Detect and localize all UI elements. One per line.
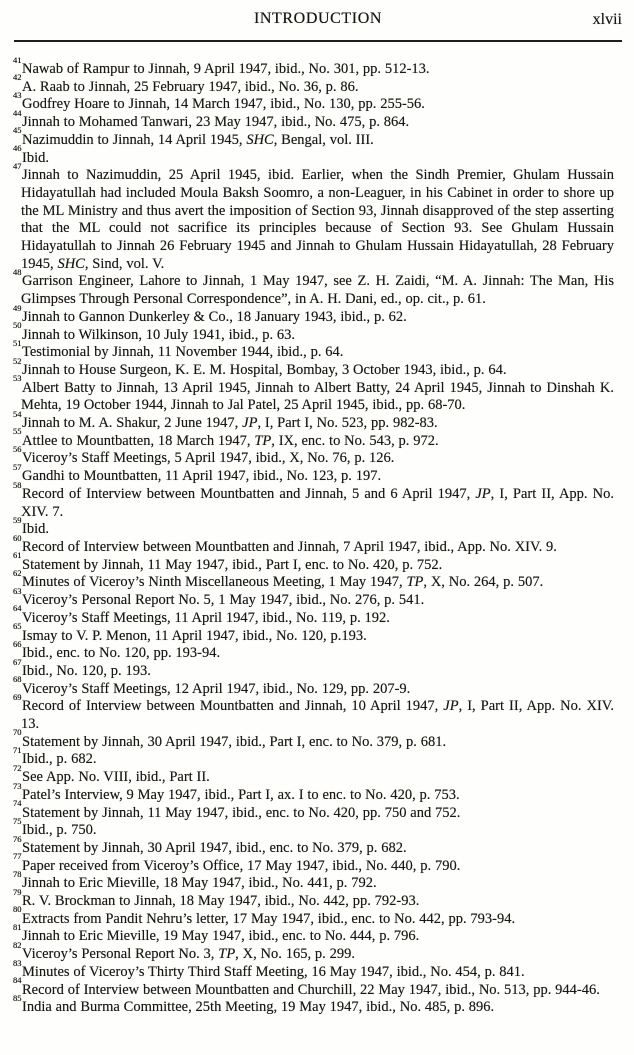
footnote-text: Patel’s Interview, 9 May 1947, ibid., Part I, ax. I to enc. to No. 420, p. 753. (22, 786, 460, 803)
footnote-text: , Bengal, vol. III. (273, 131, 374, 148)
footnote-number: 57 (13, 461, 22, 472)
page-number: xlvii (592, 11, 622, 28)
footnote-text: , Sind, vol. V. (84, 255, 165, 272)
footnote (13, 550, 614, 575)
footnote-text: Jinnah to Nazimuddin, 25 April 1945, ibid. Earlier, when the Sindh Premier, Ghulam Hussain Hidayatullah had included Moula Baksh Soomro, a non-Leaguer, in his Cabinet in order to shore up the ML Ministry and thus avert the imposition of Section 93, Jinnah disapproved of the step asserting that the ML could not sacrifice its principles because of Section 93. See Ghulam Hussain Hidayatullah to Jinnah 26 February 1945 and Jinnah to Ghulam Hussain Hidayatullah, 28 February 1945, (21, 167, 614, 272)
footnote-text: A. Raab to Jinnah, 25 February 1947, ibid., No. 36, p. 86. (22, 78, 359, 95)
footnote (13, 426, 614, 451)
footnote-number: 81 (13, 922, 22, 933)
footnote-text-italic: JP (475, 485, 491, 502)
footnote-text: India and Burma Committee, 25th Meeting, 19 May 1947, ibid., No. 485, p. 896. (22, 999, 495, 1016)
footnote-number: 66 (13, 638, 22, 649)
footnote-text: Jinnah to Eric Mieville, 18 May 1947, ibid., No. 441, p. 792. (22, 875, 377, 892)
footnote-number: 65 (13, 621, 22, 632)
footnote-text: Ibid., p. 682. (22, 751, 97, 768)
footnote-text: Godfrey Hoare to Jinnah, 14 March 1947, ibid., No. 130, pp. 255-56. (22, 96, 425, 113)
footnote-text: Viceroy’s Personal Report No. 3, (22, 946, 219, 963)
footnote (13, 444, 614, 468)
footnote-number: 53 (13, 373, 22, 384)
footnote-text: , X, No. 264, p. 507. (423, 574, 544, 591)
footnote-number: 77 (13, 851, 22, 862)
footnote (13, 851, 614, 876)
footnote-number: 52 (13, 355, 22, 366)
footnotes-list (13, 54, 614, 1017)
footnote-number: 51 (13, 337, 22, 348)
footnote (13, 922, 614, 946)
footnote-text: Gandhi to Mountbatten, 11 April 1947, ibid., No. 123, p. 197. (22, 468, 382, 485)
footnote-number: 80 (13, 904, 22, 915)
footnote-text: Ibid. (22, 521, 49, 538)
footnote-number: 42 (13, 72, 22, 83)
footnote-text: Statement by Jinnah, 30 April 1947, ibid., enc. to No. 379, p. 682. (22, 839, 407, 856)
footnote (13, 815, 614, 840)
footnote-text: Jinnah to Mohamed Tanwari, 23 May 1947, ibid., No. 475, p. 864. (22, 114, 410, 131)
footnote-text-italic: JP (242, 415, 258, 432)
footnote-text: Jinnah to Gannon Dunkerley & Co., 18 January 1943, ibid., p. 62. (22, 308, 407, 325)
footnote-text: Minutes of Viceroy’s Ninth Miscellaneous Meeting, 1 May 1947, (22, 574, 407, 591)
footnote (13, 125, 614, 150)
footnote-number: 83 (13, 957, 22, 968)
footnote-text: Testimonial by Jinnah, 11 November 1944, ibid., p. 64. (22, 344, 344, 361)
footnote-number: 59 (13, 514, 22, 525)
footnote-number: 76 (13, 833, 22, 844)
footnote-number: 69 (13, 691, 22, 702)
footnote-number: 73 (13, 780, 22, 791)
footnote (13, 267, 614, 308)
footnote-text: Ibid., p. 750. (22, 822, 97, 839)
footnote-text: Minutes of Viceroy’s Thirty Third Staff Meeting, 16 May 1947, ibid., No. 454, p. 841. (22, 963, 525, 980)
footnote-text: Record of Interview between Mountbatten and Churchill, 22 May 1947, ibid., No. 513, pp. 944-46. (22, 981, 600, 998)
footnote-number: 47 (13, 160, 22, 171)
footnote-number: 68 (13, 674, 22, 685)
footnote (13, 90, 614, 114)
footnote (13, 780, 614, 805)
footnote (13, 975, 614, 1000)
footnote (13, 54, 614, 79)
footnote-number: 43 (13, 90, 22, 101)
footnote (13, 638, 614, 663)
footnote-text: Albert Batty to Jinnah, 13 April 1945, Jinnah to Albert Batty, 24 April 1945, Jinnah to Dinshah K. Mehta, 19 October 1944, Jinnah to Jal Patel, 25 April 1945, ibid., pp. 68-70. (21, 379, 614, 414)
footnote (13, 939, 614, 964)
footnote-number: 48 (13, 267, 22, 278)
footnote (13, 603, 614, 628)
footnote-text-italic: TP (406, 574, 424, 591)
footnote-number: 74 (13, 798, 22, 809)
page-title: INTRODUCTION (253, 10, 383, 27)
footnote (13, 72, 614, 97)
footnote-text-italic: SHC (57, 255, 85, 272)
footnote (13, 337, 614, 362)
footnote-text: , X, No. 165, p. 299. (235, 946, 355, 963)
footnote (13, 886, 614, 911)
footnote-number: 62 (13, 568, 22, 579)
footnote (13, 869, 614, 893)
footnote-text-italic: TP (218, 946, 236, 963)
footnote (13, 107, 614, 132)
footnote (13, 479, 614, 521)
footnote (13, 674, 614, 699)
footnote-number: 72 (13, 762, 22, 773)
footnote-number: 45 (13, 125, 22, 136)
footnote-number: 49 (13, 302, 22, 313)
running-head (14, 10, 622, 32)
footnote-text: Paper received from Viceroy’s Office, 17 May 1947, ibid., No. 440, p. 790. (22, 857, 461, 874)
footnote (13, 833, 614, 858)
footnote-number: 54 (13, 408, 22, 419)
footnote-text: Statement by Jinnah, 11 May 1947, ibid., enc. to No. 420, pp. 750 and 752. (22, 804, 461, 821)
footnote-text-italic: JP (443, 698, 459, 715)
footnote-number: 71 (13, 745, 22, 756)
footnote-number: 61 (13, 550, 22, 561)
footnote (13, 727, 614, 752)
footnote-number: 85 (13, 992, 22, 1003)
footnote (13, 656, 614, 681)
footnote-number: 46 (13, 143, 22, 154)
footnote-text: Ibid. (22, 149, 49, 166)
header-rule (14, 40, 622, 42)
footnote (13, 745, 614, 769)
footnote-text: Extracts from Pandit Nehru’s letter, 17 May 1947, ibid., enc. to No. 442, pp. 793-94. (22, 910, 516, 927)
footnote-text: Viceroy’s Personal Report No. 5, 1 May 1947, ibid., No. 276, p. 541. (22, 592, 425, 609)
footnote-text: Jinnah to Wilkinson, 10 July 1941, ibid., p. 63. (22, 326, 296, 343)
footnote-text: Attlee to Mountbatten, 18 March 1947, (22, 432, 255, 449)
footnote-number: 63 (13, 585, 22, 596)
footnote-text: R. V. Brockman to Jinnah, 18 May 1947, ibid., No. 442, pp. 792-93. (22, 893, 420, 910)
footnote (13, 408, 614, 433)
footnote-text: Ibid., enc. to No. 120, pp. 193-94. (22, 645, 221, 662)
footnote-text: , I, Part II, App. No. XIV. 7. (21, 485, 614, 520)
footnote (13, 691, 614, 733)
footnote (13, 143, 614, 168)
footnote (13, 302, 614, 327)
footnote-number: 60 (13, 532, 22, 543)
footnote (13, 160, 614, 273)
footnote-text: Record of Interview between Mountbatten and Jinnah, 7 April 1947, ibid., App. No. XIV. 9. (22, 538, 557, 555)
footnote (13, 514, 614, 539)
footnote-text: Jinnah to House Surgeon, K. E. M. Hospital, Bombay, 3 October 1943, ibid., p. 64. (22, 361, 507, 378)
footnote (13, 373, 614, 415)
footnote (13, 585, 614, 610)
footnote-text: Ismay to V. P. Menon, 11 April 1947, ibid., No. 120, p.193. (22, 627, 367, 644)
footnote (13, 461, 614, 486)
footnote-number: 44 (13, 107, 22, 118)
footnote-text-italic: SHC (246, 131, 274, 148)
footnote (13, 992, 614, 1017)
footnote-text: Viceroy’s Staff Meetings, 5 April 1947, ibid., X, No. 76, p. 126. (22, 450, 395, 467)
footnote-text-italic: TP (254, 432, 272, 449)
footnote-text: Viceroy’s Staff Meetings, 11 April 1947, ibid., No. 119, p. 192. (22, 609, 390, 626)
footnote (13, 621, 614, 646)
footnote-number: 84 (13, 975, 22, 986)
footnote-text: See App. No. VIII, ibid., Part II. (22, 769, 210, 786)
footnote-number: 70 (13, 727, 22, 738)
footnote-number: 64 (13, 603, 22, 614)
footnote (13, 957, 614, 982)
footnote-text: , IX, enc. to No. 543, p. 972. (271, 432, 439, 449)
footnote-text: , I, Part I, No. 523, pp. 982-83. (257, 415, 438, 432)
footnote-number: 55 (13, 426, 22, 437)
footnote-text: Jinnah to Eric Mieville, 19 May 1947, ibid., enc. to No. 444, p. 796. (22, 928, 420, 945)
footnote-text: Garrison Engineer, Lahore to Jinnah, 1 May 1947, see Z. H. Zaidi, “M. A. Jinnah: The Man, His Glimpses Through Personal Correspondence”, in A. H. Dani, ed., op. cit., p. 61. (21, 273, 614, 308)
footnote-number: 82 (13, 939, 22, 950)
footnote-number: 41 (13, 54, 22, 65)
footnote-text: Record of Interview between Mountbatten and Jinnah, 5 and 6 April 1947, (22, 485, 476, 502)
footnote (13, 798, 614, 823)
footnote-text: Nawab of Rampur to Jinnah, 9 April 1947, ibid., No. 301, pp. 512-13. (22, 61, 430, 77)
footnote-text: Nazimuddin to Jinnah, 14 April 1945, (22, 131, 247, 148)
footnote (13, 355, 614, 380)
footnote-number: 75 (13, 815, 22, 826)
footnote-text: Statement by Jinnah, 11 May 1947, ibid., Part I, enc. to No. 420, p. 752. (22, 556, 443, 573)
footnote-text: , I, Part II, App. No. XIV. 13. (21, 698, 614, 733)
footnote-number: 67 (13, 656, 22, 667)
footnote-number: 79 (13, 886, 22, 897)
footnote-number: 50 (13, 320, 22, 331)
footnote (13, 762, 614, 787)
footnote-text: Jinnah to M. A. Shakur, 2 June 1947, (22, 415, 243, 432)
footnote (13, 904, 614, 929)
footnote-number: 56 (13, 444, 22, 455)
footnote-text: Ibid., No. 120, p. 193. (22, 662, 151, 679)
footnote (13, 568, 614, 592)
footnote-text: Statement by Jinnah, 30 April 1947, ibid., Part I, enc. to No. 379, p. 681. (22, 733, 447, 750)
footnote (13, 320, 614, 345)
footnote-number: 78 (13, 869, 22, 880)
footnote-text: Record of Interview between Mountbatten and Jinnah, 10 April 1947, (22, 698, 444, 715)
footnote (13, 532, 614, 557)
footnote-number: 58 (13, 479, 22, 490)
footnote-text: Viceroy’s Staff Meetings, 12 April 1947, ibid., No. 129, pp. 207-9. (22, 680, 411, 697)
